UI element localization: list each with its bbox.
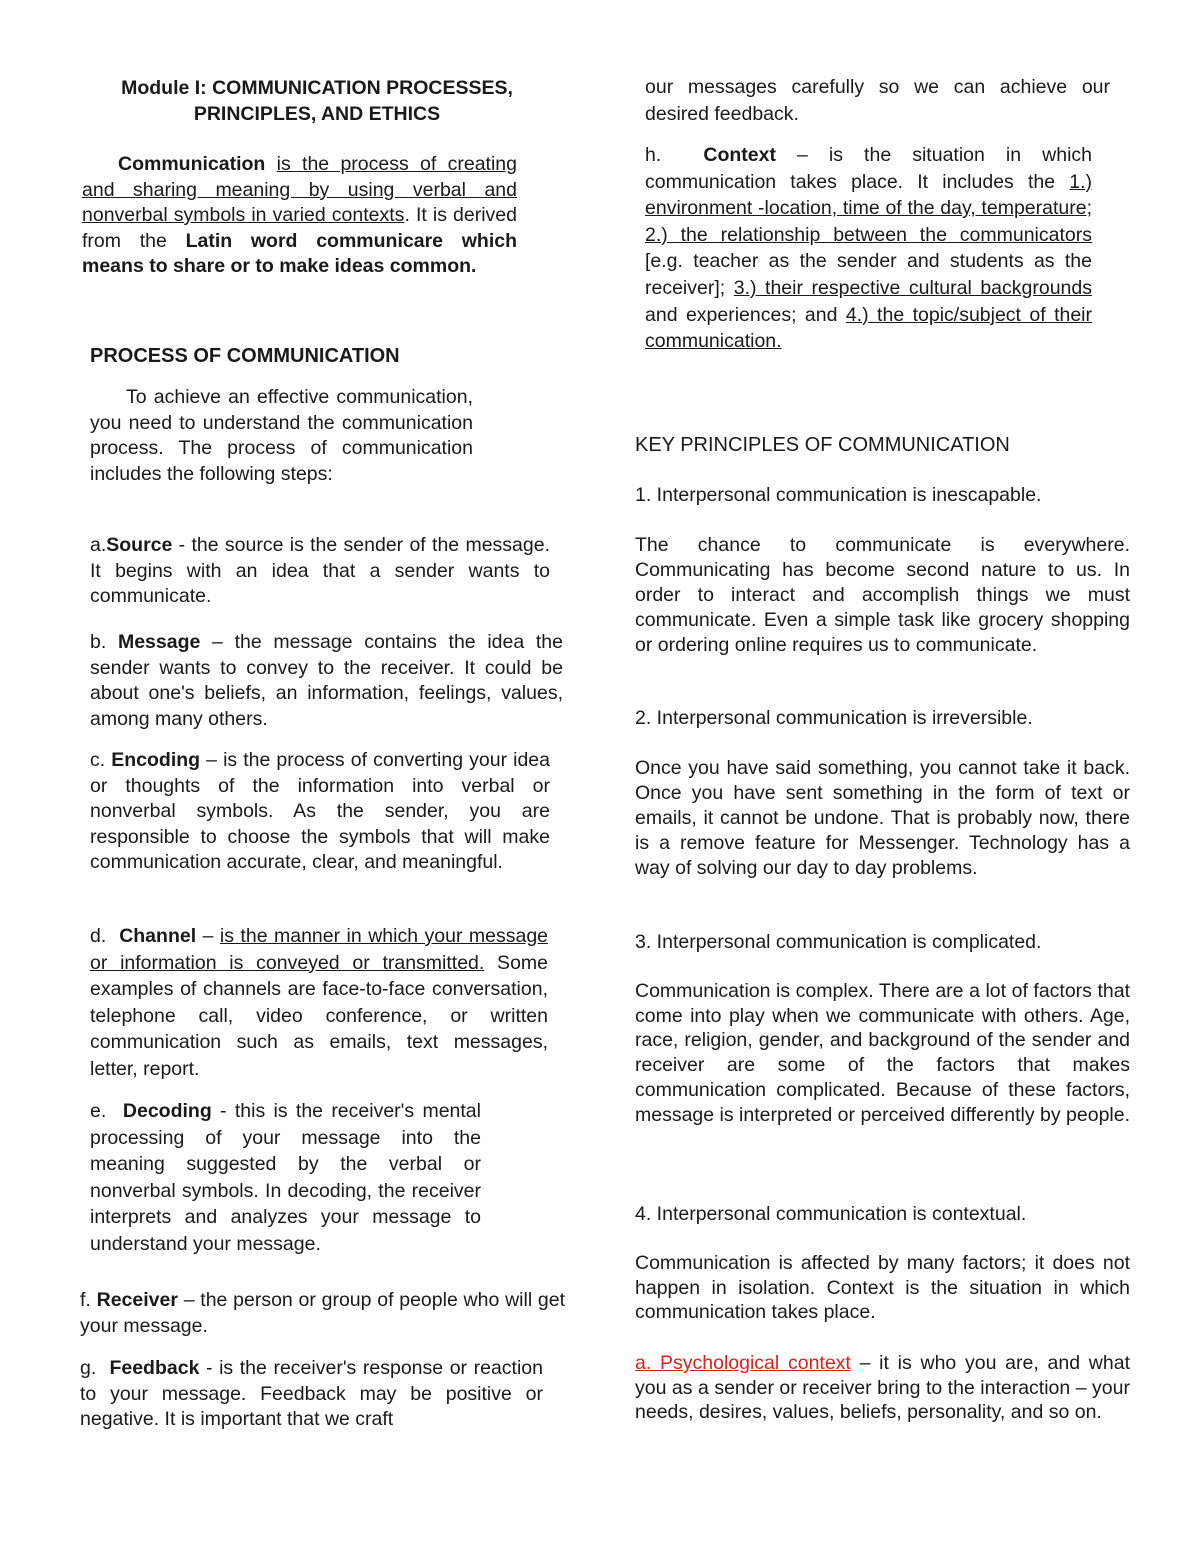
step-decoding-term: Decoding — [122, 1100, 212, 1122]
step-context: h. Context – is the situation in which communication takes place. It includes the 1.) environment -location, time of the day, temperature; 2.) the relationship between the communicators [e.g. teacher as the sender and students as the receiver]; 3.) their respective cultural backgrounds and experiences; and 4.) the topic/subject of their communication. — [645, 144, 1093, 353]
step-feedback-continued: our messages carefully so we can achieve our desired feedback. — [645, 76, 1110, 125]
principle-1-title: 1. Interpersonal communication is inescapable. — [635, 484, 1042, 506]
step-message-term: Message — [117, 631, 201, 653]
principle-1-body: The chance to communicate is everywhere. Communicating has become second nature to us. In order to interact and accomplish things we must communicate. Even a simple task like grocery shopping or ordering online requires us to communicate. — [635, 534, 1130, 656]
step-receiver: f. Receiver – the person or group of people who will get your message. — [80, 1289, 566, 1337]
step-source-term: Source — [106, 534, 173, 556]
step-encoding: c. Encoding – is the process of converting your idea or thoughts of the information into verbal or nonverbal symbols. As the sender, you are responsible to choose the symbols that will make communication accurate, clear, and meaningful. — [90, 749, 551, 873]
step-encoding-term: Encoding — [111, 749, 201, 771]
step-decoding: e. Decoding - this is the receiver's mental processing of your message into the meaning suggested by the verbal or nonverbal symbols. In decoding, the receiver interprets and analyzes your message to understand your message. — [90, 1100, 481, 1255]
step-channel-underlined: is the manner in which your message or information is conveyed or transmitted. — [90, 925, 549, 974]
psychological-context-label: a. Psychological context — [635, 1352, 851, 1374]
step-channel-term: Channel — [119, 925, 197, 947]
document-title — [82, 75, 552, 127]
step-context-term: Context — [703, 144, 776, 166]
title-line-2: PRINCIPLES, AND ETHICS — [193, 103, 441, 125]
intro-latin: Latin word communicare which means to share or to make ideas common. — [82, 229, 517, 277]
title-line-1: Module I: COMMUNICATION PROCESSES, — [121, 77, 513, 99]
principle-4-body: Communication is affected by many factors; it does not happen in isolation. Context is the situation in which communication takes place. — [635, 1252, 1130, 1324]
step-feedback-term: Feedback — [109, 1357, 200, 1379]
step-source: a.Source - the source is the sender of the message. It begins with an idea that a sender wants to communicate. — [90, 534, 550, 607]
intro-definition: is the process of creating and sharing meaning by using verbal and nonverbal symbols in varied contexts — [82, 153, 517, 226]
principle-4-title: 4. Interpersonal communication is contextual. — [635, 1203, 1027, 1225]
psychological-context: a. Psychological context – it is who you are, and what you as a sender or receiver bring to the interaction – your needs, desires, values, beliefs, personality, and so on. — [635, 1352, 1130, 1424]
principles-heading: KEY PRINCIPLES OF COMMUNICATION — [635, 434, 1010, 456]
step-message: b. Message – the message contains the idea the sender wants to convey to the receiver. It could be about one's beliefs, an information, feelings, values, among many others. — [90, 631, 563, 730]
step-channel: d. Channel – is the manner in which your message or information is conveyed or transmitted. Some examples of channels are face-to-face conversation, telephone call, video conference, or written communication such as emails, text messages, letter, report. — [90, 925, 549, 1080]
intro-term: Communication — [118, 153, 266, 175]
principle-2-title: 2. Interpersonal communication is irreversible. — [635, 707, 1033, 729]
process-heading: PROCESS OF COMMUNICATION — [90, 345, 400, 367]
step-receiver-term: Receiver — [96, 1289, 178, 1311]
intro-paragraph — [82, 152, 517, 280]
process-intro: To achieve an effective communication, you need to understand the communication process. The process of communication includes the following steps: — [90, 386, 473, 485]
step-feedback: g. Feedback - is the receiver's response or reaction to your message. Feedback may be positive or negative. It is important that we craft — [80, 1357, 543, 1430]
intro-derived: . It is derived from the — [82, 204, 517, 252]
principle-3-title: 3. Interpersonal communication is complicated. — [635, 931, 1042, 953]
principle-2-body: Once you have said something, you cannot take it back. Once you have sent something in the form of text or emails, it cannot be undone. That is probably now, there is a remove feature for Messenger. Technology has a way of solving our day to day problems. — [635, 757, 1130, 879]
principle-3-body: Communication is complex. There are a lot of factors that come into play when we communicate with others. Age, race, religion, gender, and background of the sender and receiver are some of the factors that makes communication complicated. Because of these factors, message is interpreted or perceived differently by people. — [635, 980, 1131, 1126]
